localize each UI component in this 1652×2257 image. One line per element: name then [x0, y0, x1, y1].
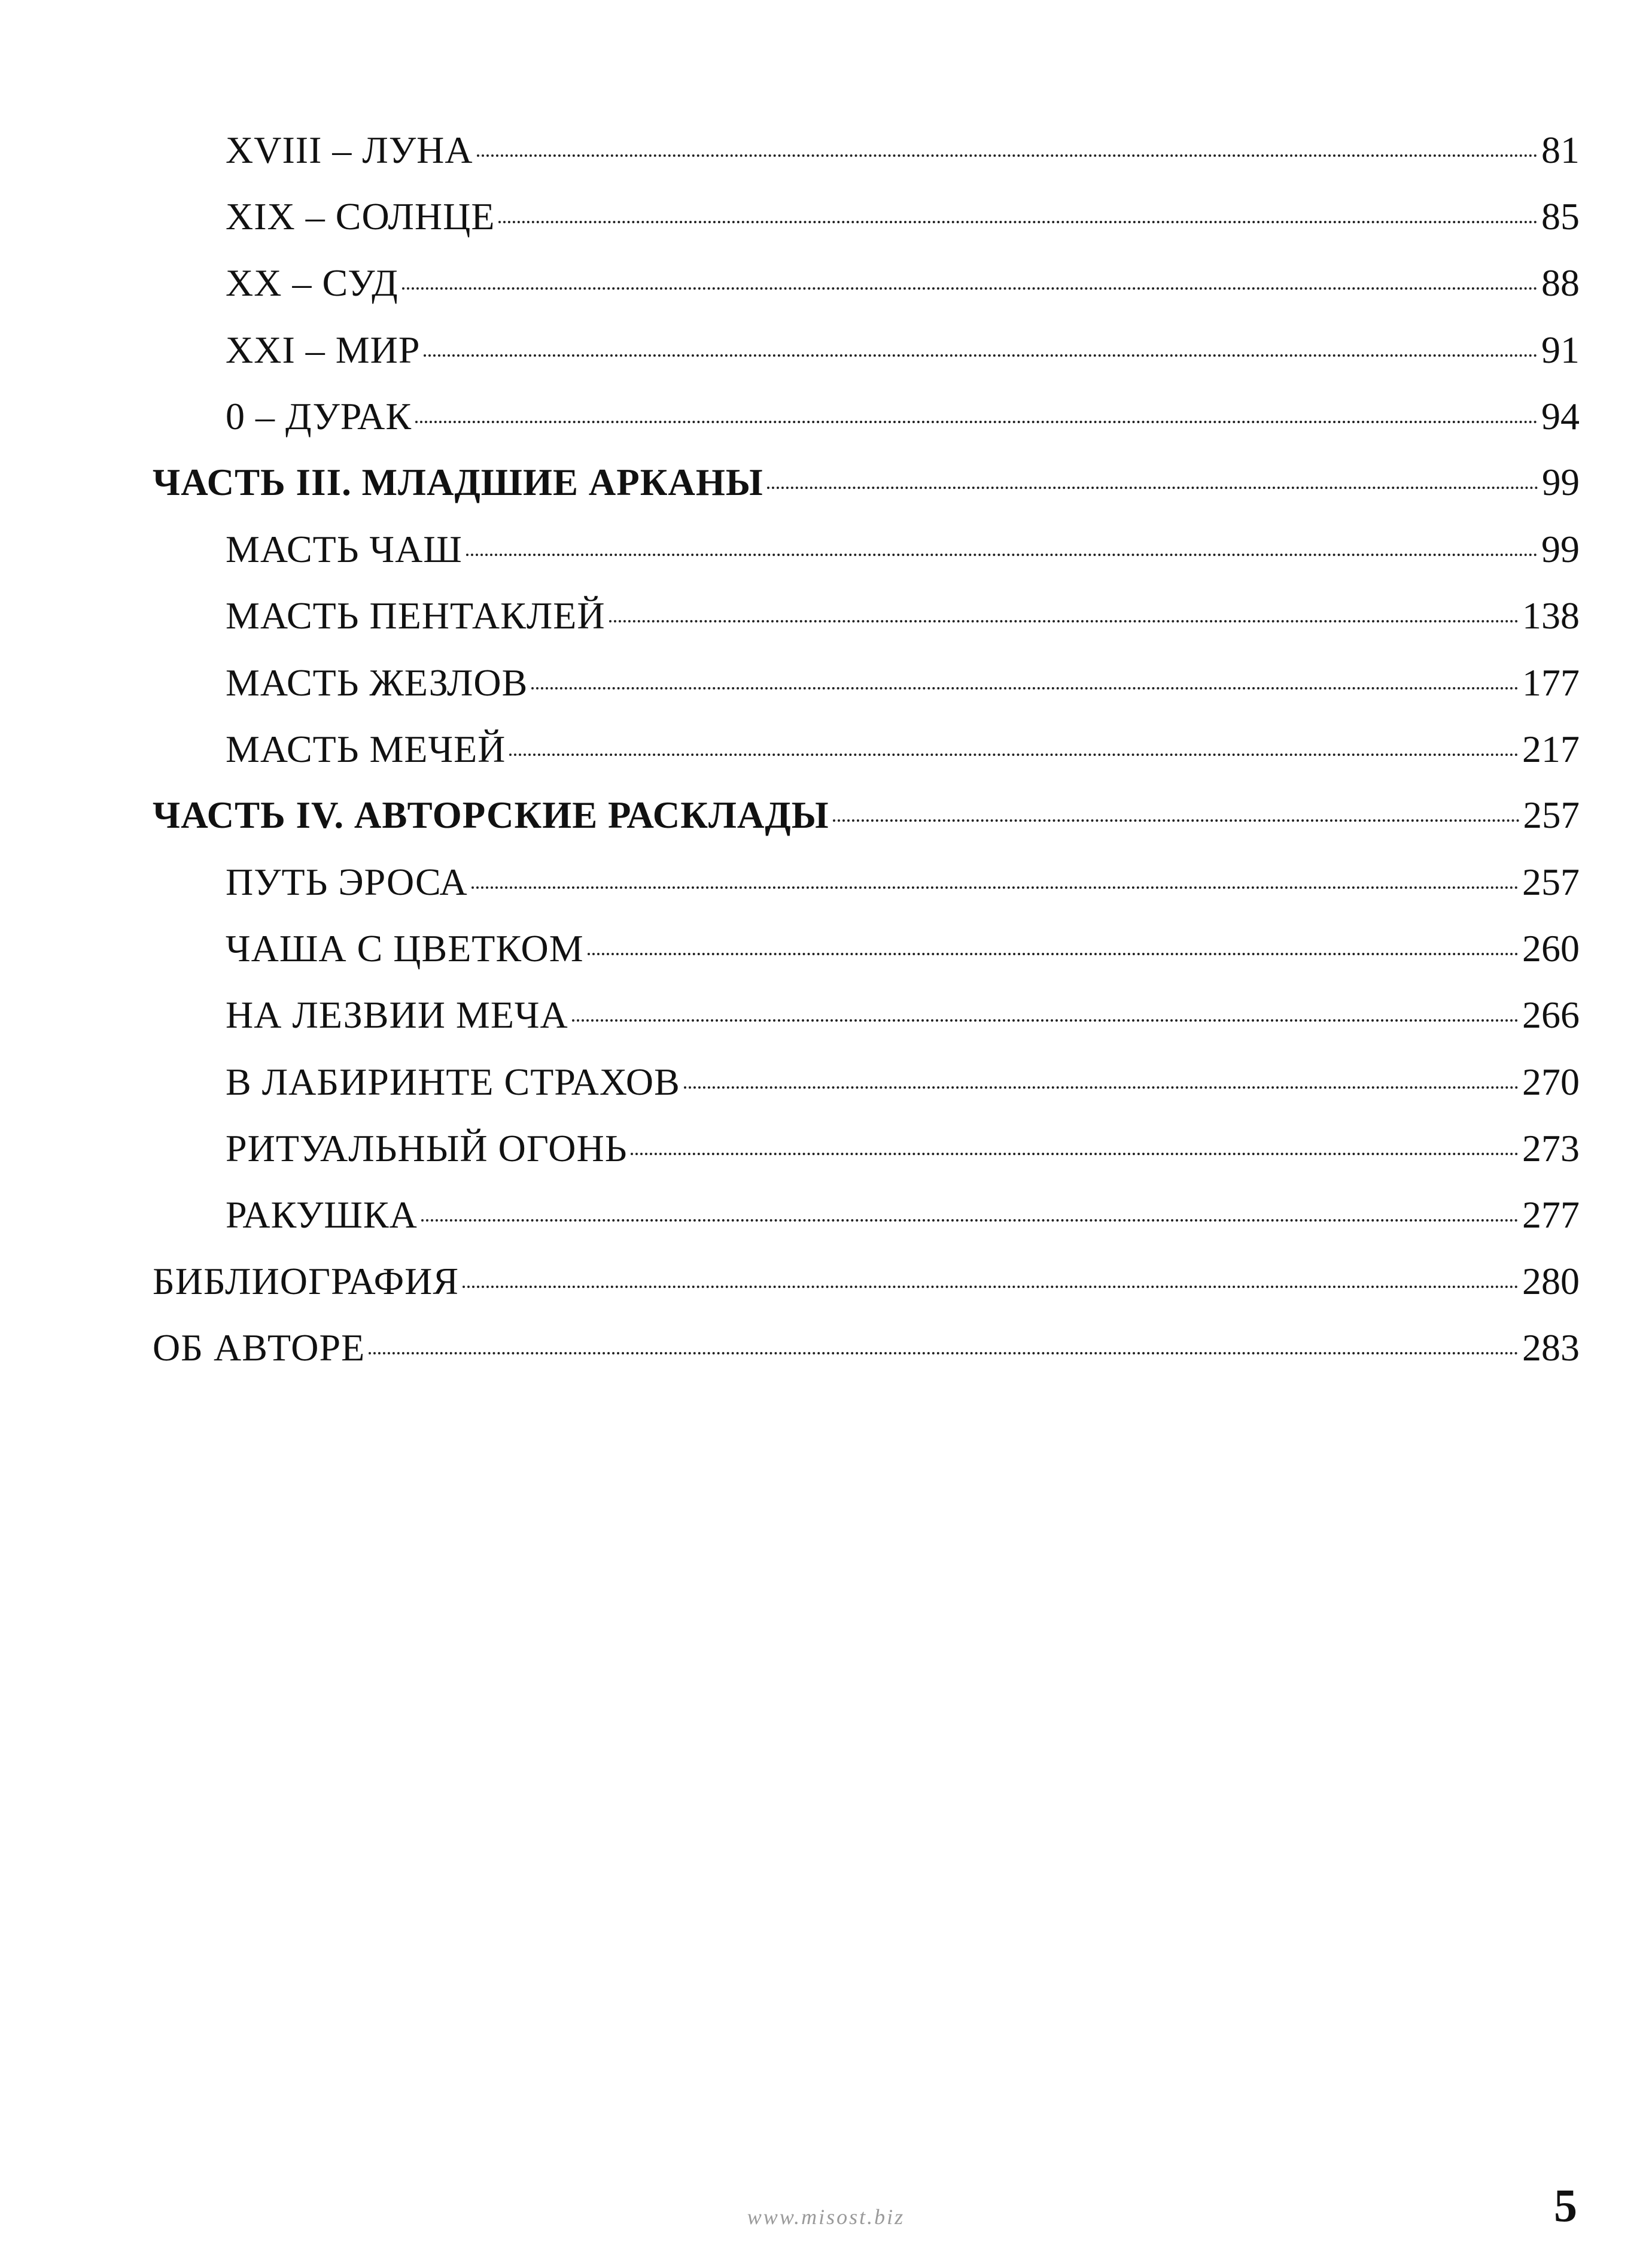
dot-leader [588, 953, 1519, 955]
toc-part-heading[interactable] [153, 782, 1580, 849]
toc-entry-page: 99 [1541, 528, 1580, 571]
toc-entry-title: ЧАША С ЦВЕТКОМ [226, 927, 584, 970]
toc-entry[interactable] [153, 1314, 1580, 1381]
dot-leader [767, 487, 1538, 489]
toc-entry-page: 94 [1541, 394, 1580, 438]
toc-entry[interactable] [153, 1248, 1580, 1314]
dot-leader [477, 154, 1538, 157]
dot-leader [402, 287, 1538, 290]
toc-entry-title: XXI – МИР [226, 328, 421, 371]
toc-entry-title: МАСТЬ МЕЧЕЙ [226, 727, 506, 770]
toc-entry-title: МАСТЬ ЖЕЗЛОВ [226, 661, 528, 704]
toc-entry-title: ЧАСТЬ IV. АВТОРСКИЕ РАСКЛАДЫ [153, 794, 829, 836]
table-of-contents [153, 117, 1580, 1381]
toc-entry-title: НА ЛЕЗВИИ МЕЧА [226, 994, 568, 1037]
toc-part-heading[interactable] [153, 449, 1580, 516]
toc-entry[interactable] [153, 849, 1580, 915]
toc-entry-title: РАКУШКА [226, 1193, 418, 1236]
dot-leader [463, 1286, 1519, 1288]
toc-entry-page: 260 [1522, 927, 1580, 970]
toc-entry-page: 280 [1522, 1260, 1580, 1303]
toc-entry[interactable] [153, 1115, 1580, 1181]
toc-entry-page: 81 [1541, 129, 1580, 171]
toc-entry-title: В ЛАБИРИНТЕ СТРАХОВ [226, 1060, 680, 1103]
watermark: www.misost.biz [747, 2205, 905, 2229]
toc-entry[interactable] [153, 1181, 1580, 1248]
toc-entry-page: 270 [1522, 1060, 1580, 1103]
toc-entry-title: БИБЛИОГРАФИЯ [153, 1260, 460, 1303]
dot-leader [684, 1086, 1519, 1089]
toc-entry[interactable] [153, 649, 1580, 716]
toc-entry-page: 88 [1541, 262, 1580, 305]
toc-entry-title: РИТУАЛЬНЫЙ ОГОНЬ [226, 1126, 628, 1169]
toc-entry[interactable] [153, 317, 1580, 383]
toc-entry-title: XVIII – ЛУНА [226, 129, 473, 171]
dot-leader [421, 1219, 1519, 1222]
toc-entry-title: ЧАСТЬ III. МЛАДШИЕ АРКАНЫ [153, 461, 763, 503]
dot-leader [509, 754, 1519, 756]
dot-leader [609, 620, 1519, 622]
toc-entry-title: 0 – ДУРАК [226, 394, 412, 438]
toc-entry-title: МАСТЬ ЧАШ [226, 528, 463, 571]
toc-entry[interactable] [153, 250, 1580, 316]
toc-entry[interactable] [153, 716, 1580, 782]
toc-entry[interactable] [153, 982, 1580, 1048]
toc-entry[interactable] [153, 183, 1580, 250]
dot-leader [415, 421, 1538, 423]
toc-entry-page: 99 [1542, 461, 1580, 503]
toc-entry-page: 283 [1522, 1326, 1580, 1369]
dot-leader [424, 354, 1538, 357]
toc-entry[interactable] [153, 582, 1580, 649]
toc-entry-page: 138 [1522, 594, 1580, 637]
dot-leader [369, 1352, 1519, 1354]
toc-entry[interactable] [153, 915, 1580, 982]
toc-entry-page: 273 [1522, 1126, 1580, 1169]
toc-entry-title: ПУТЬ ЭРОСА [226, 861, 468, 904]
dot-leader [572, 1019, 1519, 1022]
toc-entry[interactable] [153, 1049, 1580, 1115]
dot-leader [531, 687, 1519, 689]
toc-entry-title: МАСТЬ ПЕНТАКЛЕЙ [226, 594, 606, 637]
toc-entry-page: 85 [1541, 195, 1580, 238]
toc-entry-title: XIX – СОЛНЦЕ [226, 195, 495, 238]
dot-leader [498, 221, 1538, 223]
toc-entry-page: 257 [1523, 794, 1580, 836]
toc-entry[interactable] [153, 117, 1580, 183]
toc-entry-page: 257 [1522, 861, 1580, 904]
toc-entry-page: 177 [1522, 661, 1580, 704]
toc-entry[interactable] [153, 516, 1580, 582]
dot-leader [631, 1153, 1519, 1155]
toc-entry-page: 217 [1522, 727, 1580, 770]
toc-entry-page: 277 [1522, 1193, 1580, 1236]
toc-entry-title: ОБ АВТОРЕ [153, 1326, 366, 1369]
toc-entry-title: XX – СУД [226, 262, 398, 305]
toc-entry[interactable] [153, 383, 1580, 449]
page-number: 5 [1554, 2179, 1577, 2231]
toc-entry-page: 91 [1541, 328, 1580, 371]
dot-leader [471, 886, 1519, 889]
dot-leader [833, 819, 1520, 822]
dot-leader [466, 554, 1538, 556]
toc-entry-page: 266 [1522, 994, 1580, 1037]
